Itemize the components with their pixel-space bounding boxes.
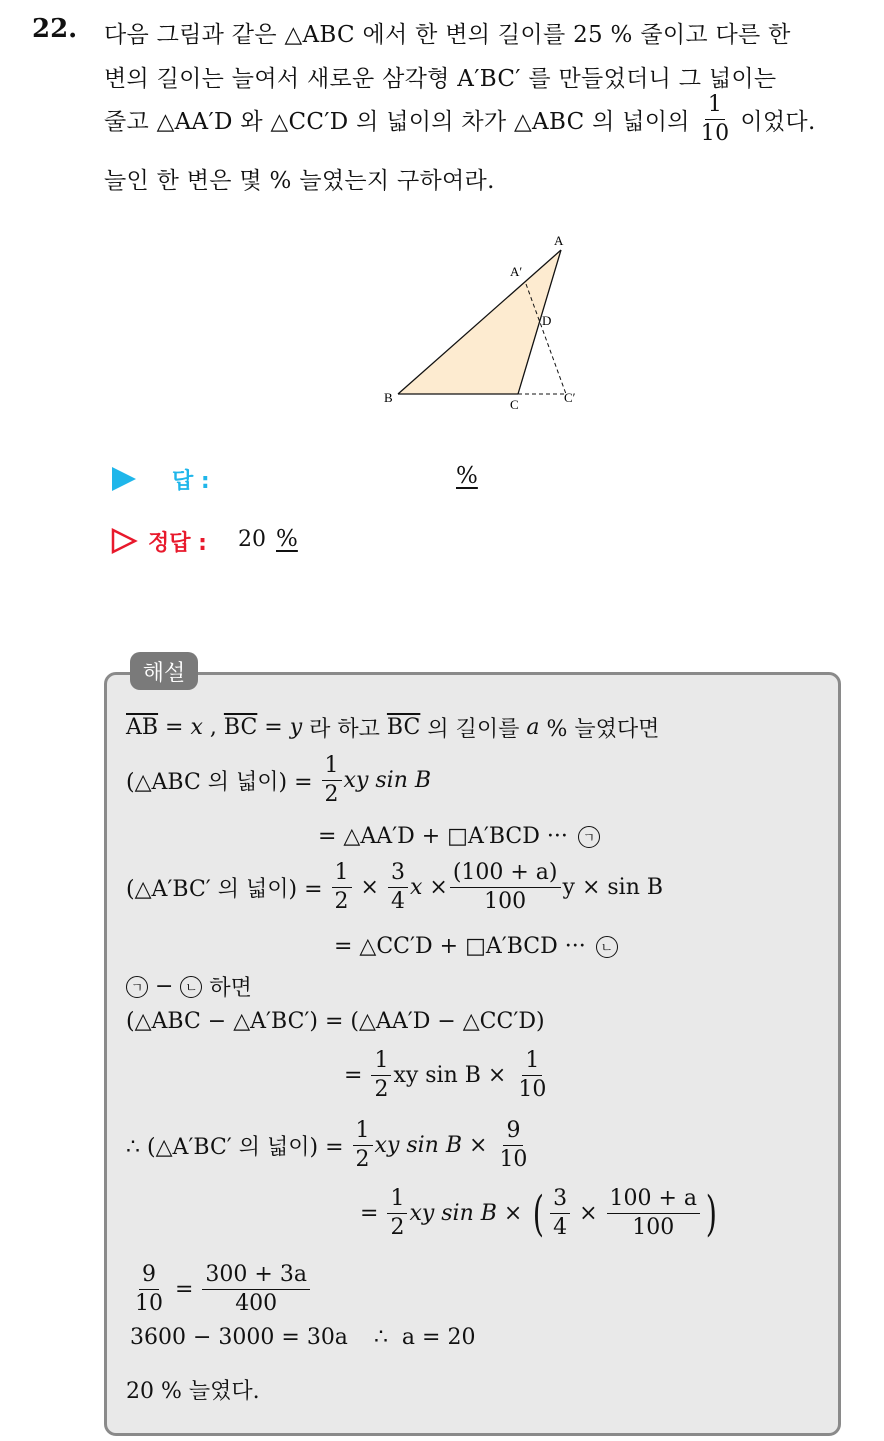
numerator: 1	[387, 1188, 407, 1214]
circle-mark-2: ㄴ	[596, 936, 618, 958]
fraction-rhs	[202, 1264, 310, 1315]
var-y: y	[289, 715, 303, 740]
numerator: 9	[139, 1264, 159, 1290]
numerator: 1	[322, 755, 342, 781]
denominator: 10	[499, 1147, 528, 1172]
area-a-prime-bc-prime-label: (△A′BC′ 의 넓이) =	[126, 877, 330, 902]
text-1: 라 하고	[302, 717, 387, 742]
conclusion-text: 20 % 늘였다.	[126, 1379, 260, 1404]
fraction-half	[387, 1188, 407, 1239]
solution-line-10	[360, 1185, 721, 1242]
expr-x: x ×	[409, 875, 448, 900]
answer-play-icon	[110, 465, 138, 493]
denominator: 10	[135, 1291, 163, 1316]
question-line-4: 늘인 한 변은 몇 % 늘였는지 구하여라.	[104, 168, 495, 194]
eq-sign-2: =	[257, 715, 290, 740]
solution-line-2	[126, 755, 431, 806]
answer-unit: %	[456, 463, 478, 489]
denominator: 400	[235, 1291, 278, 1316]
therefore-label: ∴ (△A′BC′ 의 넓이) =	[126, 1135, 351, 1160]
question-number: 22.	[32, 14, 78, 44]
result: ∴ a = 20	[373, 1325, 476, 1350]
answer-label: 답 :	[172, 469, 210, 494]
numerator: (100 + a)	[450, 862, 561, 888]
question-line-3-text: 줄고 △AA′D 와 △CC′D 의 넓이의 차가 △ABC 의 넓이의	[104, 109, 690, 135]
solution-line-5	[334, 934, 618, 959]
label-c-prime: C′	[564, 390, 576, 405]
fraction-nine-tenths	[496, 1120, 530, 1171]
denominator: 2	[324, 782, 339, 807]
question-line-3	[104, 94, 816, 145]
denominator: 2	[334, 889, 349, 914]
expr: xy sin B ×	[409, 1201, 530, 1226]
expr: (△ABC − △A′BC′) = (△AA′D − △CC′D)	[126, 1009, 545, 1034]
expr: = △AA′D + □A′BCD ···	[318, 824, 575, 849]
question-line-2: 변의 길이는 늘여서 새로운 삼각형 A′BC′ 를 만들었더니 그 넓이는	[104, 66, 777, 92]
circle-mark-1: ㄱ	[126, 976, 148, 998]
correct-answer-icon	[110, 527, 138, 555]
solution-line-1	[126, 712, 659, 743]
solution-line-7	[126, 1009, 545, 1034]
solution-line-11	[130, 1264, 312, 1315]
text: 하면	[202, 976, 252, 1001]
fraction-half	[322, 755, 342, 806]
fraction-three-quarters	[388, 862, 408, 913]
equation: 3600 − 3000 = 30a	[130, 1325, 348, 1350]
var-a: a	[526, 715, 540, 740]
eq: =	[344, 1063, 370, 1088]
times: ×	[353, 875, 386, 900]
fraction-numerator: 1	[705, 94, 725, 120]
text-3: % 늘였다면	[539, 717, 660, 742]
expr: xy sin B	[343, 768, 432, 793]
denominator: 100	[632, 1215, 675, 1240]
solution-line-12	[130, 1325, 475, 1350]
var-x: x	[190, 715, 203, 740]
numerator: 1	[371, 1050, 391, 1076]
label-b: B	[384, 390, 393, 405]
question-line-1: 다음 그림과 같은 △ABC 에서 한 변의 길이를 25 % 줄이고 다른 한	[104, 22, 791, 48]
numerator: 100 + a	[607, 1188, 701, 1214]
numerator: 9	[503, 1120, 523, 1146]
solution-line-4	[126, 862, 663, 913]
label-c: C	[510, 397, 519, 412]
fraction-nine-tenths	[132, 1264, 166, 1315]
minus: −	[148, 974, 181, 999]
label-a-prime: A′	[510, 264, 523, 279]
solution-tag: 해설	[130, 652, 198, 690]
solution-line-3	[318, 824, 600, 849]
numerator: 3	[388, 862, 408, 888]
denominator: 2	[374, 1077, 389, 1102]
fraction-half	[353, 1120, 373, 1171]
text-2: 의 길이를	[420, 717, 527, 742]
circle-mark-2: ㄴ	[180, 976, 202, 998]
question-line-3-end: 이었다.	[740, 109, 816, 135]
correct-answer-label: 정답 :	[148, 531, 207, 556]
solution-conclusion	[126, 1374, 260, 1405]
denominator: 2	[355, 1147, 370, 1172]
area-abc-label: (△ABC 의 넓이) =	[126, 770, 320, 795]
right-paren: )	[705, 1185, 718, 1242]
fraction-half	[332, 862, 352, 913]
triangle-figure	[378, 228, 598, 413]
comma: ,	[202, 715, 224, 740]
denominator: 10	[518, 1077, 547, 1102]
times: ×	[572, 1201, 605, 1226]
denominator: 100	[484, 889, 527, 914]
solution-line-8	[344, 1050, 551, 1101]
denominator: 4	[553, 1215, 568, 1240]
denominator: 4	[390, 889, 405, 914]
expr-y: y × sin B	[562, 875, 664, 900]
numerator: 1	[332, 862, 352, 888]
numerator: 1	[353, 1120, 373, 1146]
denominator: 2	[390, 1215, 405, 1240]
fraction-one-tenth	[515, 1050, 549, 1101]
label-a: A	[554, 233, 564, 248]
segment-bc-2: $\overline{BC}$	[386, 715, 421, 740]
fraction-percent	[450, 862, 561, 913]
segment-bc: $\overline{BC}$	[223, 715, 258, 740]
solution-line-9	[126, 1120, 532, 1171]
expr: = △CC′D + □A′BCD ···	[334, 934, 593, 959]
fraction-half	[371, 1050, 391, 1101]
expr: xy sin B ×	[393, 1063, 514, 1088]
fraction-three-quarters	[550, 1188, 570, 1239]
expr: xy sin B ×	[374, 1133, 495, 1158]
numerator: 3	[550, 1188, 570, 1214]
fraction-denominator: 10	[700, 121, 730, 146]
solution-line-6	[126, 971, 252, 1002]
circle-mark-1: ㄱ	[578, 826, 600, 848]
eq-sign: =	[158, 715, 191, 740]
correct-answer-value: 20	[238, 527, 266, 552]
fraction-percent	[607, 1188, 701, 1239]
left-paren: (	[533, 1185, 545, 1242]
label-d: D	[542, 313, 552, 328]
segment-ab: $\overline{AB}$	[126, 715, 159, 740]
correct-answer-unit: %	[276, 526, 298, 552]
numerator: 1	[522, 1050, 542, 1076]
eq: =	[360, 1201, 386, 1226]
fraction-one-tenth	[698, 94, 733, 145]
eq: =	[168, 1277, 201, 1302]
numerator: 300 + 3a	[202, 1264, 310, 1290]
